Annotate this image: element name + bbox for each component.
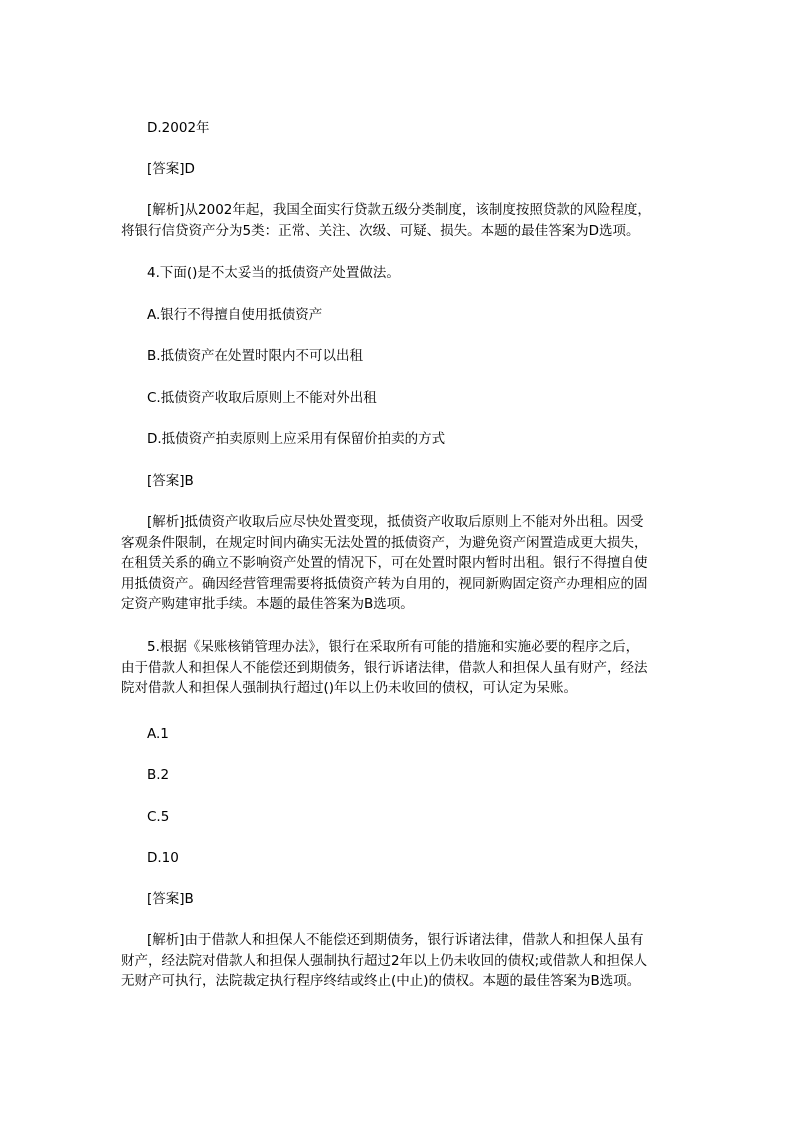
q5-answer: [答案]B [147, 891, 194, 907]
q5-option-a: A.1 [147, 726, 169, 742]
q4-explanation-line: 客观条件限制，在规定时间内确实无法处置的抵债资产，为避免资产闲置造成更大损失， [121, 534, 648, 551]
q5-option-c: C.5 [147, 809, 170, 825]
q3-explanation [121, 200, 694, 241]
q4-option-a: A.银行不得擅自使用抵债资产 [147, 307, 323, 323]
q5-explanation-line: [解析]由于借款人和担保人不能偿还到期债务，银行诉诸法律，借款人和担保人虽有 [147, 932, 644, 948]
q5-option-d: D.10 [147, 850, 179, 866]
q5-question-line: 由于借款人和担保人不能偿还到期债务，银行诉诸法律，借款人和担保人虽有财产，经法 [121, 659, 648, 676]
q4-explanation [121, 512, 694, 615]
q5-option-b: B.2 [147, 767, 170, 783]
q4-option-d: D.抵债资产拍卖原则上应采用有保留价拍卖的方式 [147, 431, 446, 447]
q3-explanation-line: 将银行信贷资产分为5类：正常、关注、次级、可疑、损失。本题的最佳答案为D选项。 [121, 222, 640, 239]
q4-option-b: B.抵债资产在处置时限内不可以出租 [147, 348, 364, 364]
q4-explanation-line: 用抵债资产。确因经营管理需要将抵债资产转为自用的，视同新购固定资产办理相应的固 [121, 575, 648, 592]
q5-question [121, 637, 694, 699]
q5-explanation-line: 无财产可执行，法院裁定执行程序终结或终止(中止)的债权。本题的最佳答案为B选项。 [121, 973, 641, 989]
q4-explanation-line: 定资产购建审批手续。本题的最佳答案为B选项。 [121, 596, 414, 612]
q5-explanation-line: 财产，经法院对借款人和担保人强制执行超过2年以上仍未收回的债权;或借款人和担保人 [121, 952, 648, 969]
q3-answer: [答案]D [147, 161, 195, 177]
q3-option-d: D.2002年 [147, 120, 210, 136]
q5-question-line: 5.根据《呆账核销管理办法》，银行在采取所有可能的措施和实施必要的程序之后， [147, 639, 640, 655]
q4-explanation-line: [解析]抵债资产收取后应尽快处置变现，抵债资产收取后原则上不能对外出租。因受 [147, 514, 644, 530]
q4-option-c: C.抵债资产收取后原则上不能对外出租 [147, 390, 377, 406]
q4-explanation-line: 在租赁关系的确立不影响资产处置的情况下，可在处置时限内暂时出租。银行不得擅自使 [121, 555, 648, 571]
q5-explanation [121, 930, 694, 992]
q4-answer: [答案]B [147, 473, 194, 489]
q3-explanation-line: [解析]从2002年起，我国全面实行贷款五级分类制度，该制度按照贷款的风险程度， [147, 202, 651, 218]
q4-question: 4.下面()是不太妥当的抵债资产处置做法。 [147, 265, 400, 281]
q5-question-line: 院对借款人和担保人强制执行超过()年以上仍未收回的债权，可认定为呆账。 [121, 680, 578, 696]
